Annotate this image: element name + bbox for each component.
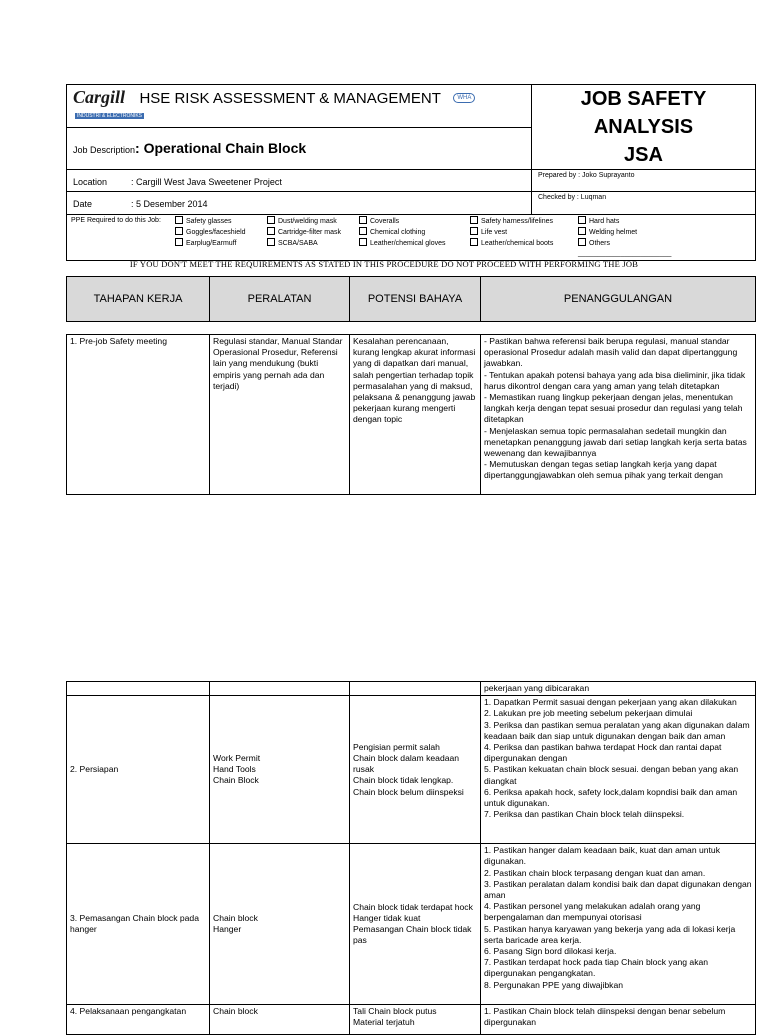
ppe-item[interactable] <box>578 216 688 227</box>
tools-line: Hanger <box>213 924 242 935</box>
ppe-item-label: Life vest <box>481 229 508 236</box>
col-header-hazard: POTENSI BAHAYA <box>350 277 481 322</box>
checkbox-icon[interactable] <box>267 227 275 235</box>
job-desc-label: Job Description <box>73 144 136 155</box>
ppe-item[interactable] <box>470 216 578 227</box>
table-row <box>67 696 756 844</box>
step-cell: 1. Pre-job Safety meeting <box>67 335 210 495</box>
tools-cell <box>210 696 350 844</box>
partner-logo-text: INDUSTRI & ELECTRONIKS <box>77 113 143 120</box>
step-cell <box>67 682 210 696</box>
ppe-item-label: SCBA/SABA <box>278 240 318 247</box>
control-line: 3. Periksa dan pastikan semua peralatan yang akan digunakan dalam keadaan baik dan siap untuk digunakan dengan baik dan aman <box>484 719 750 741</box>
ppe-item[interactable] <box>175 227 267 238</box>
hazard-line: Chain block tidak terdapat hock <box>353 901 473 912</box>
control-line: 1. Dapatkan Permit sasuai dengan pekerjaan yang akan dilakukan <box>484 697 737 708</box>
checkbox-icon[interactable] <box>359 227 367 235</box>
location-label: Location <box>73 176 108 187</box>
tools-line: Chain block <box>213 913 258 923</box>
control-cell <box>481 844 756 1005</box>
tools-cell <box>210 1005 350 1035</box>
tools-line: Chain block <box>213 1006 258 1017</box>
checkbox-icon[interactable] <box>359 238 367 246</box>
hazard-line: Hanger tidak kuat <box>353 913 421 923</box>
ppe-item[interactable] <box>470 227 578 238</box>
date-value: : 5 Desember 2014 <box>131 199 208 209</box>
ppe-item-label: Chemical clothing <box>370 229 426 236</box>
control-line: 6. Pasang Sign bord dilokasi kerja. <box>484 946 617 957</box>
ppe-item[interactable] <box>359 227 470 238</box>
control-line: - Menjelaskan semua topic permasalahan sedetail mungkin dan menetapkan penanggung jawab dari setiap langkah kerja serta batas wewenang dan kewajibannya <box>484 425 747 459</box>
hazard-line: Chain block tidak lengkap. <box>353 775 454 786</box>
hazard-line: Chain block belum diinspeksi <box>353 786 464 797</box>
checkbox-icon[interactable] <box>470 238 478 246</box>
control-line: 7. Periksa dan pastikan Chain block telah diinspeksi. <box>484 809 685 820</box>
header-title-cell <box>67 85 532 128</box>
control-line: - Tentukan apakah potensi bahaya yang ada bisa dieliminir, jika tidak harus dikontrol dengan cara yang aman yang telah ditetapkan <box>484 369 746 391</box>
control-line: 4. Periksa dan pastikan bahwa terdapat Hock dan rantai dapat dipergunakan dengan <box>484 742 722 764</box>
table-row <box>67 844 756 1005</box>
jsa-title: JOB SAFETY ANALYSIS <box>580 88 707 138</box>
tools-line: Hand Tools <box>213 764 256 775</box>
ppe-item[interactable] <box>175 216 267 227</box>
control-cell <box>481 1005 756 1035</box>
control-line: 7. Pastikan terdapat hock pada tiap Chain block yang akan dipergunakan pengangkatan. <box>484 957 709 979</box>
checkbox-icon[interactable] <box>267 216 275 224</box>
table-row <box>67 682 756 696</box>
tools-line: Work Permit <box>213 752 261 763</box>
partner-logo-icon: WHA <box>453 93 475 103</box>
hazard-line: Pemasangan Chain block tidak pas <box>353 924 472 946</box>
control-line: - Memutuskan dengan tegas setiap langkah kerja yang dapat dipertanggungjawabkan oleh semua pihak yang terkait dengan <box>484 459 723 481</box>
control-line: 5. Pastikan hanya karyawan yang bekerja yang ada di lokasi kerja serta baricade area kerja. <box>484 923 736 945</box>
job-desc-value: : Operational Chain Block <box>135 139 307 156</box>
ppe-cell <box>67 215 756 261</box>
ppe-item-label: Welding helmet <box>589 229 638 236</box>
table-row <box>67 335 756 495</box>
hazard-cell <box>350 844 481 1005</box>
table-row <box>67 1005 756 1035</box>
ppe-item[interactable] <box>578 238 688 259</box>
control-line: 1. Pastikan hanger dalam keadaan baik, kuat dan aman untuk digunakan. <box>484 845 721 867</box>
hazard-line: Material terjatuh <box>353 1017 415 1028</box>
step-cell: 2. Persiapan <box>67 696 210 844</box>
ppe-label: PPE Required to do this Job: <box>71 217 161 224</box>
col-header-step: TAHAPAN KERJA <box>67 277 210 322</box>
location-value: : Cargill West Java Sweetener Project <box>131 176 282 187</box>
ppe-item-label: Leather/chemical gloves <box>370 240 446 247</box>
control-line: 8. Pergunakan PPE yang diwajibkan <box>484 979 624 990</box>
date-cell <box>67 192 532 215</box>
checkbox-icon[interactable] <box>359 216 367 224</box>
ppe-item[interactable] <box>359 238 470 259</box>
checkbox-icon[interactable] <box>470 227 478 235</box>
ppe-item-label: Hard hats <box>589 218 620 225</box>
ppe-item-label: Earplug/Earmuff <box>186 240 237 247</box>
date-label: Date <box>73 199 93 209</box>
ppe-item[interactable] <box>267 227 359 238</box>
jsa-table-page2 <box>66 681 756 1035</box>
control-line: 2. Pastikan chain block terpasang dengan kuat dan aman. <box>484 867 706 878</box>
ppe-spacer <box>71 238 175 259</box>
ppe-item[interactable] <box>359 216 470 227</box>
checkbox-icon[interactable] <box>578 227 586 235</box>
ppe-item-label: Safety glasses <box>186 218 232 225</box>
ppe-item-label: Safety harness/lifelines <box>481 218 553 225</box>
ppe-item[interactable] <box>175 238 267 259</box>
control-cell <box>481 335 756 495</box>
control-line: 6. Periksa apakah hock, safety lock,dalam kopndisi baik dan aman untuk digunakan. <box>484 786 738 809</box>
control-line: 2. Lakukan pre job meeting sebelum pekerjaan dimulai <box>484 708 693 719</box>
control-line: - Pastikan bahwa referensi baik berupa regulasi, manual standar operasional Prosedur adalah masih valid dan dapat dipertanggung jawabkan. <box>484 336 738 369</box>
checkbox-icon[interactable] <box>175 238 183 246</box>
hazard-cell <box>350 696 481 844</box>
hazard-cell <box>350 1005 481 1035</box>
ppe-checklist <box>71 216 751 259</box>
tools-cell <box>210 682 350 696</box>
job-description-cell <box>67 128 532 170</box>
step-cell: 3. Pemasangan Chain block pada hanger <box>67 844 210 1005</box>
jsa-title-cell <box>532 85 756 170</box>
col-header-control: PENANGGULANGAN <box>481 277 756 322</box>
control-line: 5. Pastikan kekuatan chain block sesuai. dengan beban yang akan diangkat <box>484 764 739 786</box>
hazard-line: Chain block dalam keadaan rusak <box>353 752 460 775</box>
hazard-line: Pengisian permit salah <box>353 741 440 752</box>
ppe-item[interactable] <box>470 238 578 259</box>
step-cell: 4. Pelaksanaan pengangkatan <box>67 1005 210 1035</box>
control-line: - Memastikan ruang lingkup pekerjaan dengan jelas, menentukan langkah kerja dengan tepat sesuai prosedur dan regulasi yang telah ditetapkan <box>484 392 743 425</box>
control-line: 4. Pastikan personel yang melakukan adalah orang yang berpengalaman dan mempunyai otorisasi <box>484 901 701 923</box>
jsa-abbrev: JSA <box>624 144 663 166</box>
control-line: 1. Pastikan Chain block telah diinspeksi dengan benar sebelum dipergunakan <box>484 1006 726 1028</box>
tools-cell <box>210 844 350 1005</box>
hazard-cell: Kesalahan perencanaan, kurang lengkap akurat informasi yang di dapatkan dari manual, salah pengertian terhadap topik permasalahan yang di maksud, pelaksana & penanggung jawab pekerjaan kurang mengerti dengan topic <box>350 335 481 495</box>
ppe-spacer <box>71 227 175 238</box>
jsa-table-page1 <box>66 334 756 495</box>
ppe-item-label: Cartridge-filter mask <box>278 229 342 236</box>
ppe-item-label: Dust/welding mask <box>278 218 337 225</box>
ppe-item-label: Leather/chemical boots <box>481 240 554 247</box>
checkbox-icon[interactable] <box>267 238 275 246</box>
tools-cell: Regulasi standar, Manual Standar Operasional Prosedur, Referensi lain yang mendukung (bukti empiris yang pernah ada dan terjadi) <box>210 335 350 495</box>
ppe-item-label: Coveralls <box>370 218 400 225</box>
control-line: 3. Pastikan peralatan dalam kondisi baik dan dapat digunakan dengan aman <box>484 878 752 901</box>
ppe-item-label: Others ________________________ <box>578 240 672 257</box>
control-cell <box>481 696 756 844</box>
control-line: pekerjaan yang dibicarakan <box>484 683 590 693</box>
checkbox-icon[interactable] <box>175 216 183 224</box>
hazard-line: Tali Chain block putus <box>353 1006 437 1017</box>
col-header-tools: PERALATAN <box>210 277 350 322</box>
checkbox-icon[interactable] <box>578 238 586 246</box>
system-title: HSE RISK ASSESSMENT & MANAGEMENT <box>139 89 441 107</box>
ppe-item[interactable] <box>267 238 359 259</box>
control-cell <box>481 682 756 696</box>
location-cell <box>67 170 532 192</box>
company-logo: Cargill <box>73 86 126 107</box>
checkbox-icon[interactable] <box>470 216 478 224</box>
checkbox-icon[interactable] <box>578 216 586 224</box>
ppe-item-label: Goggles/faceshield <box>186 229 246 236</box>
warning-text: IF YOU DON'T MEET THE REQUIREMENTS AS STATED IN THIS PROCEDURE DO NOT PROCEED WITH PERFORMING THE JOB <box>129 259 639 269</box>
column-header-table <box>66 276 756 322</box>
hazard-cell <box>350 682 481 696</box>
checked-by: Checked by : Luqman <box>532 192 756 215</box>
jsa-header-table <box>66 84 756 261</box>
prepared-by: Prepared by : Joko Suprayanto <box>532 170 756 192</box>
ppe-item[interactable] <box>578 227 688 238</box>
ppe-item[interactable] <box>267 216 359 227</box>
checkbox-icon[interactable] <box>175 227 183 235</box>
tools-line: Chain Block <box>213 775 259 786</box>
